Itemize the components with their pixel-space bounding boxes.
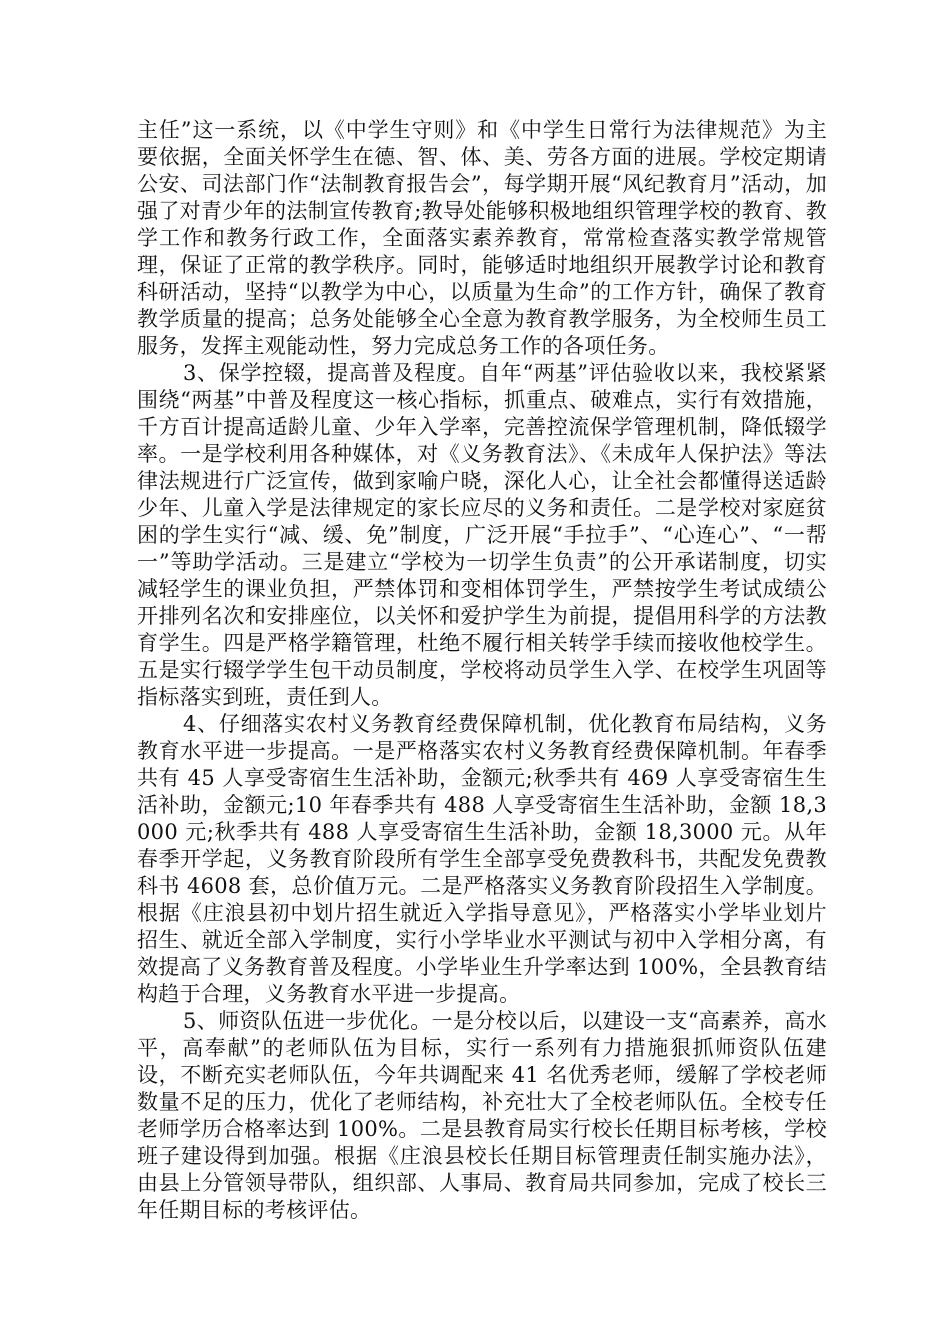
paragraph-item-5: 5、师资队伍进一步优化。一是分校以后，以建设一支“高素养，高水平，高奉献”的老师队伍为目标，实行一系列有力措施狠抓师资队伍建设，不断充实老师队伍，今年共调配来 41 名优秀老师，缓解了学校老师数量不足的压力，优化了老师结构，补充壮大了全校老师队伍。全校专任老师学历合格率达到 100%。二是县教育局实行校长任期目标考核，学校班子建设得到加强。根据《庄浪县校长任期目标管理责任制实施办法》，由县上分管领导带队，组织部、人事局、教育局共同参加，完成了校长三年任期目标的考核评估。: [137, 1009, 827, 1222]
paragraph-item-3: 3、保学控辍，提高普及程度。自年“两基”评估验收以来，我校紧紧围绕“两基”中普及程度这一核心指标，抓重点、破难点，实行有效措施，千方百计提高适龄儿童、少年入学率，完善控流保学管理机制，降低辍学率。一是学校利用各种媒体，对《义务教育法》、《未成年人保护法》等法律法规进行广泛宣传，做到家喻户晓，深化人心，让全社会都懂得送适龄少年、儿童入学是法律规定的家长应尽的义务和责任。二是学校对家庭贫困的学生实行“减、缓、免”制度，广泛开展“手拉手”、“心连心”、“一帮一”等助学活动。三是建立“学校为一切学生负责”的公开承诺制度，切实减轻学生的课业负担，严禁体罚和变相体罚学生，严禁按学生考试成绩公开排列名次和安排座位，以关怀和爱护学生为前提，提倡用科学的方法教育学生。四是严格学籍管理，杜绝不履行相关转学手续而接收他校学生。五是实行辍学学生包干动员制度，学校将动员学生入学、在校学生巩固等指标落实到班，责任到人。: [137, 361, 827, 709]
document-body: [137, 117, 827, 1224]
paragraph-item-4: 4、仔细落实农村义务教育经费保障机制，优化教育布局结构，义务教育水平进一步提高。一是严格落实农村义务教育经费保障机制。年春季共有 45 人享受寄宿生生活补助，金额元;秋季共有 469 人享受寄宿生生活补助，金额元;10 年春季共有 488 人享受寄宿生生活补助，金额 18,3000 元;秋季共有 488 人享受寄宿生生活补助，金额 18,3000 元。从年春季开学起，义务教育阶段所有学生全部享受免费教科书，共配发免费教科书 4608 套，总价值万元。二是严格落实义务教育阶段招生入学制度。根据《庄浪县初中划片招生就近入学指导意见》，严格落实小学毕业划片招生、就近全部入学制度，实行小学毕业水平测试与初中入学相分离，有效提高了义务教育普及程度。小学毕业生升学率达到 100%，全县教育结构趋于合理，义务教育水平进一步提高。: [137, 712, 827, 1006]
paragraph-continuation: 主任”这一系统，以《中学生守则》和《中学生日常行为法律规范》为主要依据，全面关怀学生在德、智、体、美、劳各方面的进展。学校定期请公安、司法部门作“法制教育报告会”，每学期开展“风纪教育月”活动，加强了对青少年的法制宣传教育;教导处能够积极地组织管理学校的教育、教学工作和教务行政工作，全面落实素养教育，常常检查落实教学常规管理，保证了正常的教学秩序。同时，能够适时地组织开展教学讨论和教育科研活动，坚持“以教学为中心，以质量为生命”的工作方针，确保了教育教学质量的提高；总务处能够全心全意为教育教学服务，为全校师生员工服务，发挥主观能动性，努力完成总务工作的各项任务。: [137, 118, 827, 358]
